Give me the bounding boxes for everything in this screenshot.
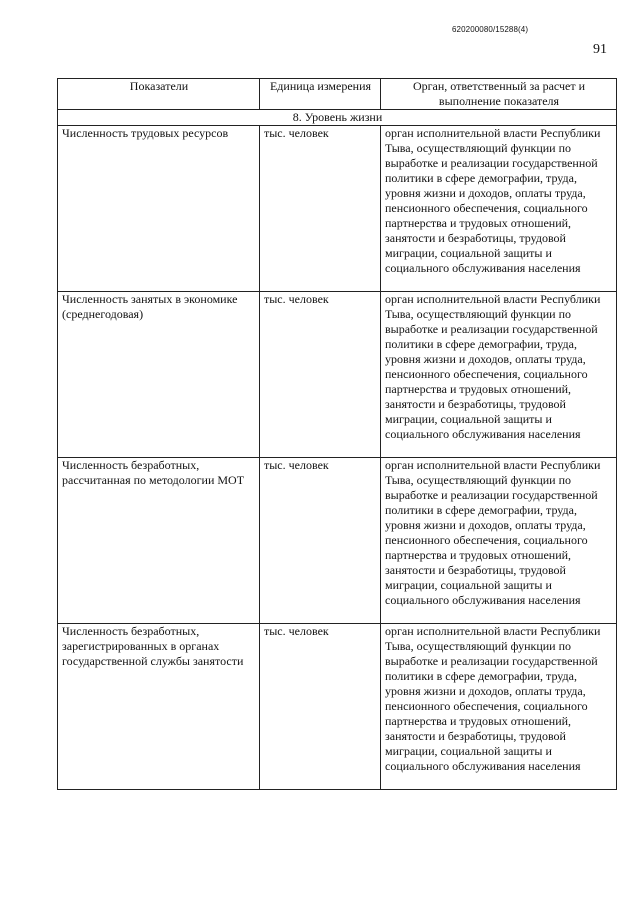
table-row bbox=[58, 624, 617, 790]
unit-cell: тыс. человек bbox=[260, 624, 381, 790]
column-header-unit: Единица измерения bbox=[260, 79, 381, 110]
table-row bbox=[58, 292, 617, 458]
unit-cell: тыс. человек bbox=[260, 292, 381, 458]
column-header-organ: Орган, ответственный за расчет и выполнение показателя bbox=[381, 79, 617, 110]
organ-cell: орган исполнительной власти Республики Тыва, осуществляющий функции по выработке и реализации государственной политики в сфере демографии, труда, уровня жизни и доходов, оплаты труда, пенсионного обеспечения, социального партнерства и трудовых отношений, занятости и безработицы, трудовой миграции, социальной защиты и социального обслуживания населения bbox=[381, 292, 617, 458]
section-row bbox=[58, 110, 617, 126]
page-number: 91 bbox=[593, 42, 607, 57]
indicator-cell: Численность занятых в экономике (среднегодовая) bbox=[58, 292, 260, 458]
organ-cell: орган исполнительной власти Республики Тыва, осуществляющий функции по выработке и реализации государственной политики в сфере демографии, труда, уровня жизни и доходов, оплаты труда, пенсионного обеспечения, социального партнерства и трудовых отношений, занятости и безработицы, трудовой миграции, социальной защиты и социального обслуживания населения bbox=[381, 458, 617, 624]
section-title: 8. Уровень жизни bbox=[58, 110, 617, 126]
organ-cell: орган исполнительной власти Республики Тыва, осуществляющий функции по выработке и реализации государственной политики в сфере демографии, труда, уровня жизни и доходов, оплаты труда, пенсионного обеспечения, социального партнерства и трудовых отношений, занятости и безработицы, трудовой миграции, социальной защиты и социального обслуживания населения bbox=[381, 624, 617, 790]
indicators-table bbox=[57, 78, 617, 790]
column-header-indicator: Показатели bbox=[58, 79, 260, 110]
unit-cell: тыс. человек bbox=[260, 126, 381, 292]
table-row bbox=[58, 458, 617, 624]
organ-cell: орган исполнительной власти Республики Тыва, осуществляющий функции по выработке и реализации государственной политики в сфере демографии, труда, уровня жизни и доходов, оплаты труда, пенсионного обеспечения, социального партнерства и трудовых отношений, занятости и безработицы, трудовой миграции, социальной защиты и социального обслуживания населения bbox=[381, 126, 617, 292]
indicator-cell: Численность трудовых ресурсов bbox=[58, 126, 260, 292]
indicator-cell: Численность безработных, зарегистрированных в органах государственной службы занятости bbox=[58, 624, 260, 790]
table-row bbox=[58, 126, 617, 292]
table-header-row bbox=[58, 79, 617, 110]
unit-cell: тыс. человек bbox=[260, 458, 381, 624]
indicator-cell: Численность безработных, рассчитанная по методологии МОТ bbox=[58, 458, 260, 624]
document-id: 620200080/15288(4) bbox=[452, 25, 529, 34]
